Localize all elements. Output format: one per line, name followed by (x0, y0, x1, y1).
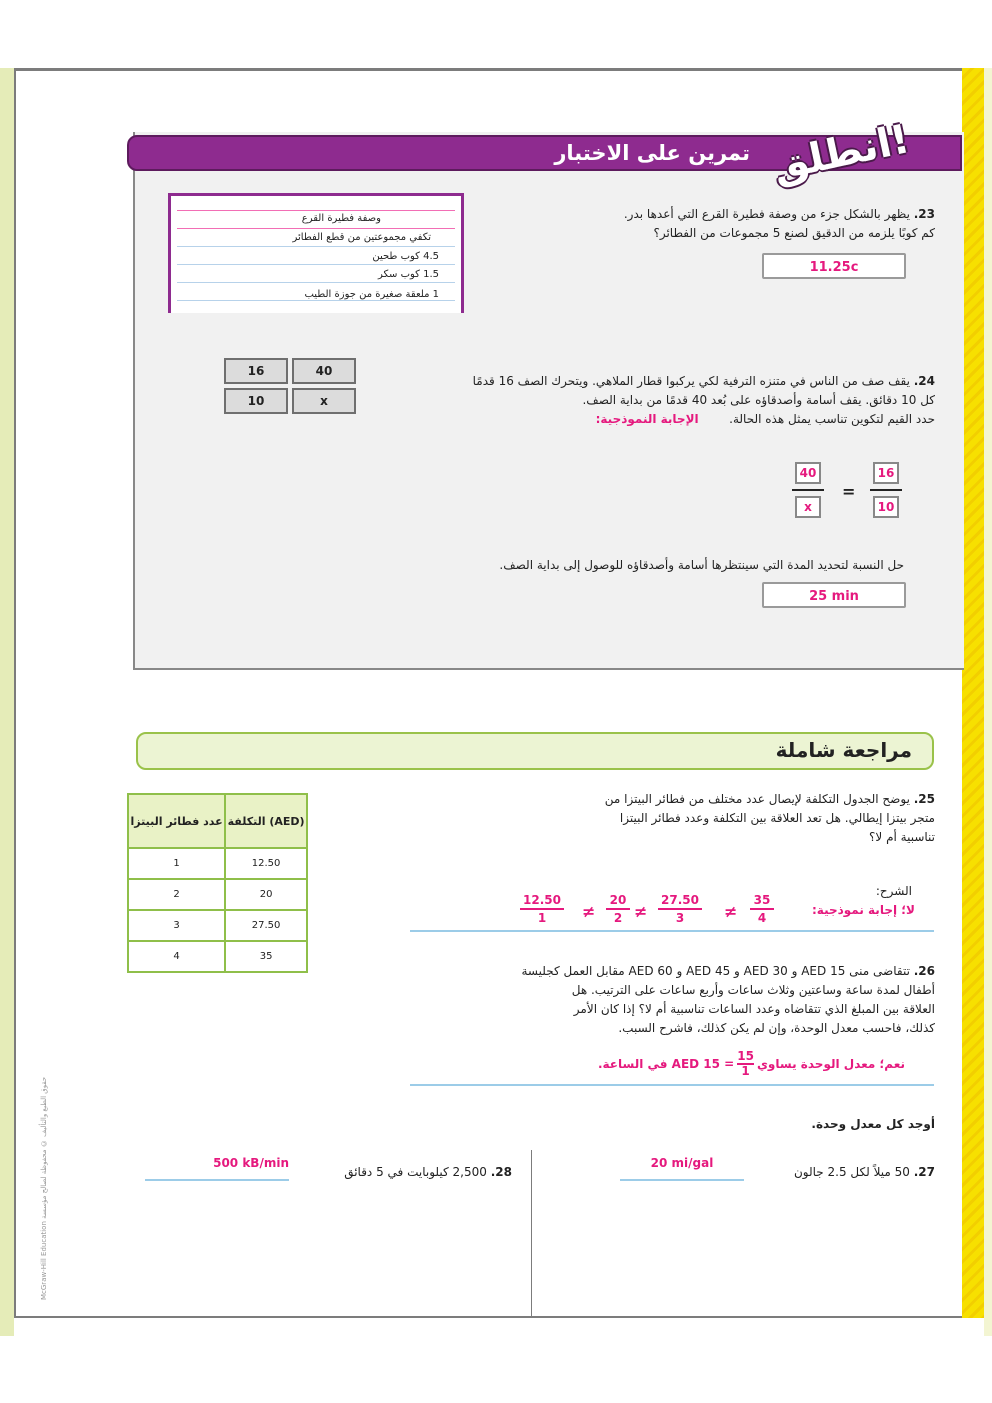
fraction-numerator[interactable]: 16 (873, 462, 899, 484)
page-top-border (14, 68, 962, 71)
value-tile[interactable]: 10 (224, 388, 288, 414)
pizza-cost-table (127, 793, 308, 973)
page-left-border (14, 68, 16, 1318)
value-tiles (224, 358, 360, 416)
recipe-title: وصفة فطيرة القرع (301, 213, 381, 224)
question-number: 27. (913, 1165, 935, 1179)
answer-26: نعم؛ معدل الوحدة يساوي 15 1 = AED 15 في الساعة. (597, 1049, 905, 1078)
recipe-item: 1.5 كوب سكر (377, 269, 439, 280)
fraction-denominator[interactable]: 10 (873, 496, 899, 518)
question-24 (375, 372, 935, 429)
question-number: 23. (913, 207, 935, 221)
table-row: 3 27.50 (128, 910, 307, 941)
rate-fraction: 12.50 1 (520, 893, 564, 925)
unit-rate-heading: أوجد كل معدل وحدة. (811, 1117, 935, 1131)
recipe-subtitle: تكفي مجموعتين من قطع الفطائر (292, 232, 431, 243)
question-23 (495, 205, 935, 243)
value-tile[interactable]: x (292, 388, 356, 414)
question-text: يوضح الجدول التكلفة لإيصال عدد مختلف من فطائر البيتزا من (604, 792, 910, 806)
table-header: التكلفة (AED) (225, 794, 307, 848)
recipe-card (168, 193, 464, 313)
explanation-answer (520, 893, 915, 929)
question-number: 25. (913, 792, 935, 806)
value-tile[interactable]: 16 (224, 358, 288, 384)
fraction-left (792, 462, 824, 518)
table-row: 1 12.50 (128, 848, 307, 879)
proportion (790, 462, 910, 524)
solve-instruction: حل النسبة لتحديد المدة التي سينتظرها أسامة وأصدقاؤه للوصول إلى بداية الصف. (499, 558, 904, 572)
question-number: 28. (490, 1165, 512, 1179)
question-text: كل 10 دقائق. يقف أسامة وأصدقاؤه على بُعد 40 قدمًا من بداية الصف. (582, 393, 935, 407)
recipe-item: 4.5 كوب طحين (372, 251, 439, 262)
answer-line (410, 1084, 934, 1086)
table-row: 4 35 (128, 941, 307, 972)
question-text: 2,500 كيلوبايت في 5 دقائق (344, 1165, 487, 1179)
fraction-denominator[interactable]: x (795, 496, 821, 518)
question-text: تناسبية أم لا؟ (869, 830, 935, 844)
question-25 (495, 790, 935, 847)
left-margin-bar (0, 68, 14, 1336)
page-bottom-border (14, 1316, 962, 1318)
answer-line (410, 930, 934, 932)
answer-28[interactable]: 500 kB/min (213, 1156, 289, 1170)
explain-label: الشرح: (875, 884, 912, 898)
question-text: حدد القيم لتكوين تناسب يمثل هذه الحالة. (729, 412, 935, 426)
answer-box-23[interactable]: 11.25c (762, 253, 906, 279)
answer-27[interactable]: 20 mi/gal (650, 1156, 714, 1170)
unit-rate-fraction: 15 1 (737, 1049, 754, 1078)
question-27 (794, 1163, 935, 1182)
yellow-side-stripe (962, 68, 984, 1318)
question-number: 26. (913, 964, 935, 978)
right-margin-bar (984, 68, 992, 1336)
section-title: تمرين على الاختبار (554, 141, 750, 165)
rate-fraction: 35 4 (750, 893, 774, 925)
copyright-note: McGraw-Hill Education حقوق الطبع والتأليف © محفوظة لصالح مؤسسة (40, 1076, 48, 1300)
question-text: 50 ميلاً لكل 2.5 جالون (793, 1165, 910, 1179)
column-divider (531, 1150, 532, 1318)
answer-box-24[interactable]: 25 min (762, 582, 906, 608)
question-text: متجر بيتزا إيطالي. هل تعد العلاقة بين التكلفة وعدد فطائر البيتزا (619, 811, 935, 825)
question-text: يظهر بالشكل جزء من وصفة فطيرة القرع التي أعدها بدر. (623, 207, 910, 221)
answer-line (620, 1179, 744, 1181)
not-equal-sign: ≠ (582, 902, 596, 921)
fraction-right (870, 462, 902, 518)
fraction-numerator[interactable]: 40 (795, 462, 821, 484)
recipe-item: 1 ملعقة صغيرة من جوزة الطيب (304, 289, 439, 300)
model-answer-label: الإجابة النموذجية: (595, 412, 699, 426)
answer-line (145, 1179, 289, 1181)
question-text: كذلك، فاحسب معدل الوحدة، وإن لم يكن كذلك، فاشرح السبب. (618, 1021, 935, 1035)
value-tile[interactable]: 40 (292, 358, 356, 384)
launch-badge: انطلق! (768, 116, 914, 190)
question-text: العلاقة بين المبلغ الذي تتقاضاه وعدد الساعات تناسبية أم لا؟ إذا كان الأمر (573, 1002, 935, 1016)
answer-label: لا؛ إجابة نموذجية: (812, 903, 915, 917)
rate-fraction: 27.50 3 (658, 893, 702, 925)
question-text: تتقاضى منى AED 15 و AED 30 و AED 45 و AED 60 مقابل العمل كجليسة (521, 964, 910, 978)
rate-fraction: 20 2 (606, 893, 630, 925)
table-header: عدد فطائر البيتزا (128, 794, 225, 848)
equals-sign: = (842, 482, 856, 501)
question-26 (415, 962, 935, 1038)
review-title: مراجعة شاملة (775, 738, 912, 762)
question-28 (344, 1163, 512, 1182)
question-text: يقف صف من الناس في متنزه الترفية لكي يركبوا قطار الملاهي. ويتحرك الصف 16 قدمًا (472, 374, 910, 388)
question-text: كم كوبًا يلزمه من الدقيق لصنع 5 مجموعات من الفطائر؟ (653, 226, 935, 240)
question-text: أطفال لمدة ساعة وساعتين وثلاث ساعات وأربع ساعات على الترتيب. هل (571, 983, 935, 997)
not-equal-sign: ≠ (724, 902, 738, 921)
not-equal-sign: ≠ (634, 902, 648, 921)
question-number: 24. (913, 374, 935, 388)
table-row: 2 20 (128, 879, 307, 910)
